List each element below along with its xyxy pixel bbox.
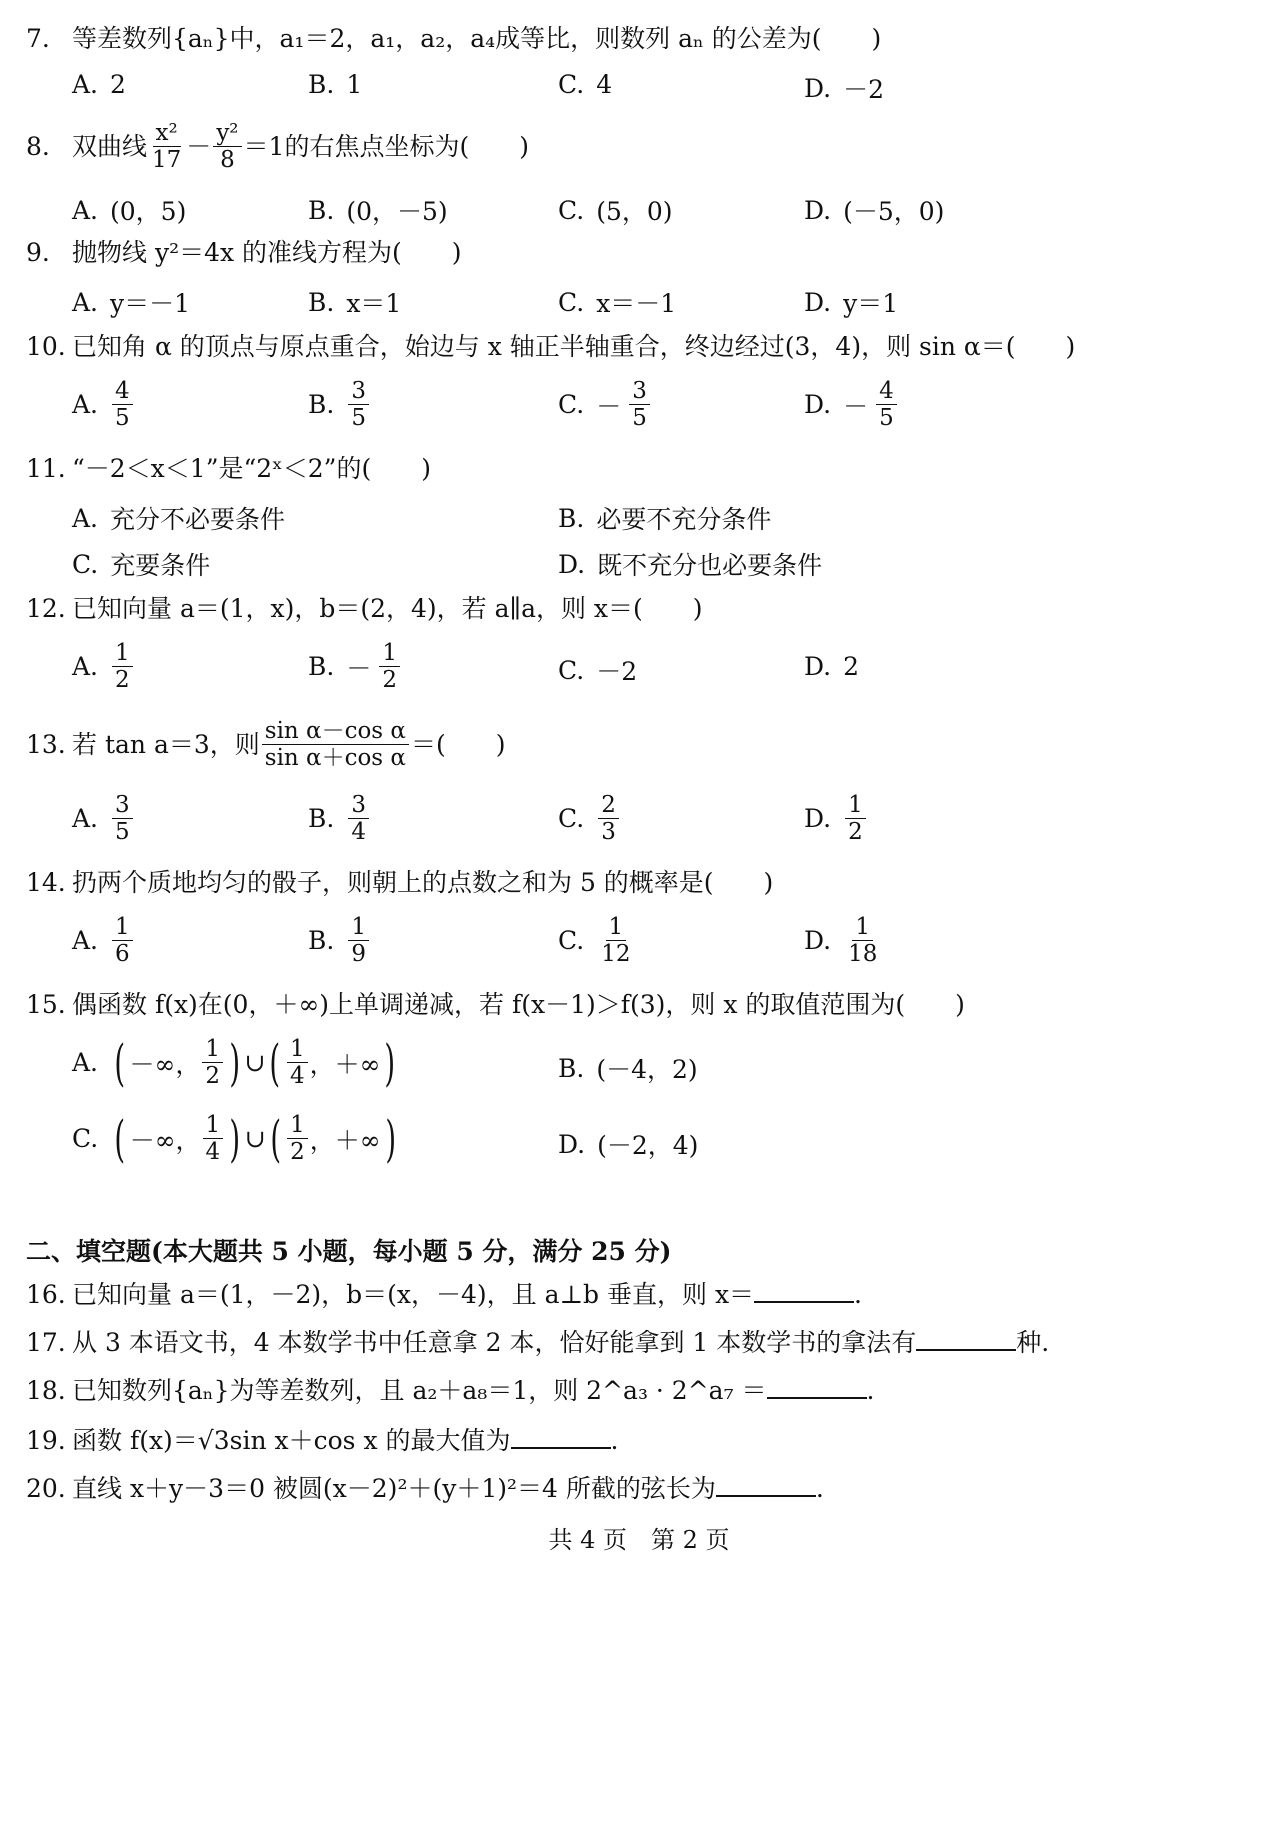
- option-b[interactable]: B. x＝1: [308, 287, 402, 318]
- fraction: $\frac{1}{4}$: [203, 1112, 224, 1165]
- question-13: 13. 若 tan a＝3，则 $\frac{\text{sin α－cos α}}{\text{sin α＋cos α}}$ ＝( ): [26, 718, 506, 771]
- option-a[interactable]: A. $\frac{3}{5}$: [72, 792, 135, 845]
- question-8: 8. 双曲线 $\frac{\text{x²}}{17}$ － $\frac{\text{y²}}{8}$ ＝1 的右焦点坐标为( ): [26, 120, 529, 173]
- option-c[interactable]: C. －2: [558, 655, 638, 686]
- option-d[interactable]: D. (－2，4): [558, 1129, 699, 1160]
- option-c[interactable]: C. x＝－1: [558, 287, 677, 318]
- fraction: $\frac{1}{4}$: [287, 1036, 308, 1089]
- question-12: 12. 已知向量 a＝(1，x)，b＝(2，4)，若 a∥a，则 x＝( ): [26, 594, 703, 623]
- option-a[interactable]: A. ( －∞， $\frac{1}{2}$ ) ∪ ( $\frac{1}{4}$ ，＋∞ ): [72, 1033, 396, 1092]
- question-17: 17. 从 3 本语文书，4 本数学书中任意拿 2 本，恰好能拿到 1 本数学书的拿法有 种.: [26, 1328, 1050, 1357]
- answer-blank[interactable]: [511, 1425, 611, 1449]
- fraction: $\frac{1}{2}$: [845, 792, 866, 845]
- fraction: $\frac{1}{2}$: [287, 1112, 308, 1165]
- answer-blank[interactable]: [767, 1375, 867, 1399]
- question-18: 18. 已知数列{aₙ}为等差数列，且 a₂＋a₈＝1，则 2^a₃ · 2^a₇ ＝ .: [26, 1376, 875, 1405]
- fraction: $\frac{1}{2}$: [112, 640, 133, 693]
- option-b[interactable]: B. $\frac{3}{5}$: [308, 378, 371, 431]
- question-9: 9. 抛物线 y²＝4x 的准线方程为( ): [26, 238, 462, 267]
- option-c[interactable]: C. － $\frac{3}{5}$: [558, 378, 652, 431]
- answer-blank[interactable]: [716, 1473, 816, 1497]
- option-c[interactable]: C. (5，0): [558, 195, 673, 226]
- fraction: $\frac{2}{3}$: [598, 792, 619, 845]
- answer-blank[interactable]: [754, 1279, 854, 1303]
- option-a[interactable]: A. 充分不必要条件: [72, 503, 286, 534]
- option-c[interactable]: C. $\frac{1}{12}$: [558, 914, 635, 967]
- option-b[interactable]: B. $\frac{1}{9}$: [308, 914, 371, 967]
- fraction: $\frac{\text{x²}}{17}$: [152, 120, 182, 173]
- fraction: $\frac{4}{5}$: [112, 378, 133, 431]
- option-d[interactable]: D. (－5，0): [804, 195, 945, 226]
- question-10: 10. 已知角 α 的顶点与原点重合，始边与 x 轴正半轴重合，终边经过(3，4)，则 sin α＝( ): [26, 332, 1076, 361]
- fraction: $\frac{3}{4}$: [348, 792, 369, 845]
- fraction: $\frac{\text{y²}}{8}$: [213, 120, 241, 173]
- fraction: $\frac{1}{12}$: [601, 914, 631, 967]
- question-7: 7. 等差数列{aₙ}中，a₁＝2，a₁，a₂，a₄成等比，则数列 aₙ 的公差为( ): [26, 24, 882, 53]
- option-d[interactable]: D. －2: [804, 73, 885, 104]
- question-7-text: 等差数列{aₙ}中，a₁＝2，a₁，a₂，a₄成等比，则数列 aₙ 的公差为( ): [72, 24, 882, 53]
- fraction: $\frac{1}{18}$: [848, 914, 878, 967]
- option-a[interactable]: A. (0，5): [72, 195, 187, 226]
- fraction: $\frac{3}{5}$: [112, 792, 133, 845]
- fraction: $\frac{\text{sin α－cos α}}{\text{sin α＋cos α}}$: [262, 718, 409, 771]
- question-16: 16. 已知向量 a＝(1，－2)，b＝(x，－4)，且 a⊥b 垂直，则 x＝ .: [26, 1280, 862, 1309]
- option-c[interactable]: C. ( －∞， $\frac{1}{4}$ ) ∪ ( $\frac{1}{2}$ ，＋∞ ): [72, 1109, 396, 1168]
- fraction: $\frac{1}{6}$: [112, 914, 133, 967]
- option-d[interactable]: D. $\frac{1}{18}$: [804, 914, 882, 967]
- option-b[interactable]: B. (－4，2): [558, 1053, 698, 1084]
- answer-blank[interactable]: [916, 1327, 1016, 1351]
- option-b[interactable]: B. 1: [308, 70, 363, 99]
- page-footer: 共 4 页 第 2 页: [548, 1526, 730, 1554]
- option-a[interactable]: A. 2: [72, 70, 126, 99]
- option-c[interactable]: C. 4: [558, 70, 613, 99]
- fraction: $\frac{1}{2}$: [202, 1036, 223, 1089]
- section-2-heading: 二、填空题(本大题共 5 小题，每小题 5 分，满分 25 分): [26, 1237, 672, 1266]
- fraction: $\frac{3}{5}$: [629, 378, 650, 431]
- option-a[interactable]: A. $\frac{1}{6}$: [72, 914, 135, 967]
- option-d[interactable]: D. － $\frac{4}{5}$: [804, 378, 899, 431]
- option-b[interactable]: B. $\frac{3}{4}$: [308, 792, 371, 845]
- option-d[interactable]: D. 既不充分也必要条件: [558, 549, 823, 580]
- option-b[interactable]: B. 必要不充分条件: [558, 503, 772, 534]
- fraction: $\frac{4}{5}$: [876, 378, 897, 431]
- question-19: 19. 函数 f(x)＝√3sin x＋cos x 的最大值为 .: [26, 1426, 619, 1455]
- fraction: $\frac{3}{5}$: [348, 378, 369, 431]
- option-c[interactable]: C. 充要条件: [72, 549, 211, 580]
- option-d[interactable]: D. y＝1: [804, 287, 899, 318]
- option-d[interactable]: D. 2: [804, 652, 860, 681]
- option-c[interactable]: C. $\frac{2}{3}$: [558, 792, 621, 845]
- option-b[interactable]: B. － $\frac{1}{2}$: [308, 640, 402, 693]
- question-14: 14. 扔两个质地均匀的骰子，则朝上的点数之和为 5 的概率是( ): [26, 868, 774, 897]
- option-d[interactable]: D. $\frac{1}{2}$: [804, 792, 868, 845]
- option-a[interactable]: A. y＝－1: [72, 287, 191, 318]
- question-15: 15. 偶函数 f(x)在(0，＋∞)上单调递减，若 f(x－1)＞f(3)，则 x 的取值范围为( ): [26, 990, 965, 1019]
- option-b[interactable]: B. (0，－5): [308, 195, 448, 226]
- question-20: 20. 直线 x＋y－3＝0 被圆(x－2)²＋(y＋1)²＝4 所截的弦长为 .: [26, 1474, 824, 1503]
- question-11: 11. “－2＜x＜1”是“2ˣ＜2”的( ): [26, 454, 431, 483]
- fraction: $\frac{1}{2}$: [379, 640, 400, 693]
- option-a[interactable]: A. $\frac{4}{5}$: [72, 378, 135, 431]
- fraction: $\frac{1}{9}$: [348, 914, 369, 967]
- option-a[interactable]: A. $\frac{1}{2}$: [72, 640, 135, 693]
